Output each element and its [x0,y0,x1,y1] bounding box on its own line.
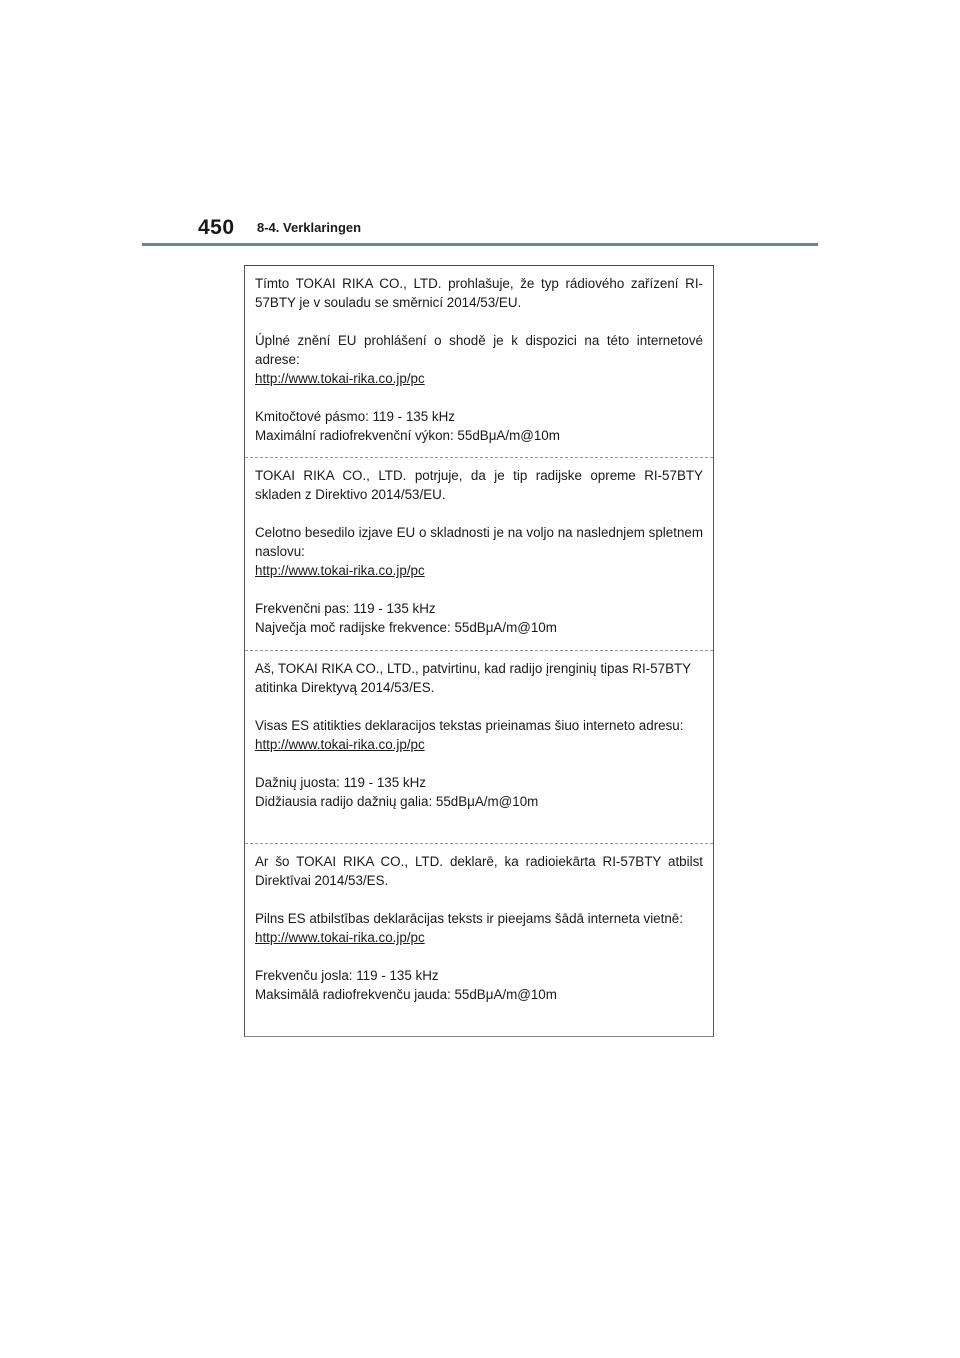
max-power: Največja moč radijske frekvence: 55dBμA/m@10m [255,620,557,635]
declaration-block-slovenian [245,457,713,650]
declaration-url-link[interactable]: http://www.tokai-rika.co.jp/pc [255,737,425,752]
max-power: Maximální radiofrekvenční výkon: 55dBμA/m@10m [255,428,560,443]
declaration-statement: Aš, TOKAI RIKA CO., LTD., patvirtinu, kad radijo įrenginių tipas RI-57BTY atitinka Direktyvą 2014/53/ES. [255,661,691,695]
declaration-block-lithuanian [245,650,713,843]
max-power: Didžiausia radijo dažnių galia: 55dBμA/m@10m [255,794,539,809]
header-rule [142,243,818,246]
availability-text: Pilns ES atbilstības deklarācijas teksts ir pieejams šādā interneta vietnē: [255,911,683,926]
declaration-statement: Tímto TOKAI RIKA CO., LTD. prohlašuje, že typ rádiového zařízení RI-57BTY je v souladu se směrnicí 2014/53/EU. [255,276,703,310]
declaration-availability [255,331,703,388]
declaration-statement: Ar šo TOKAI RIKA CO., LTD. deklarē, ka radioiekārta RI-57BTY atbilst Direktīvai 2014/53/ES. [255,854,703,888]
frequency-band: Frekvenčni pas: 119 - 135 kHz [255,601,436,616]
declaration-url-link[interactable]: http://www.tokai-rika.co.jp/pc [255,930,425,945]
max-power: Maksimālā radiofrekvenču jauda: 55dBμA/m@10m [255,987,557,1002]
frequency-band: Dažnių juosta: 119 - 135 kHz [255,775,426,790]
declaration-availability [255,909,703,947]
availability-text: Visas ES atitikties deklaracijos tekstas prieinamas šiuo interneto adresu: [255,718,684,733]
availability-text: Celotno besedilo izjave EU o skladnosti je na voljo na naslednjem spletnem naslovu: [255,525,703,559]
declaration-url-link[interactable]: http://www.tokai-rika.co.jp/pc [255,371,425,386]
frequency-band: Frekvenču josla: 119 - 135 kHz [255,968,439,983]
declaration-url-link[interactable]: http://www.tokai-rika.co.jp/pc [255,563,425,578]
declaration-block-czech [245,266,713,457]
declaration-statement: TOKAI RIKA CO., LTD. potrjuje, da je tip radijske opreme RI-57BTY skladen z Direktivo 2014/53/EU. [255,468,703,502]
page-number: 450 [198,216,235,239]
declaration-availability [255,716,703,754]
availability-text: Úplné znění EU prohlášení o shodě je k dispozici na této internetové adrese: [255,333,703,367]
declaration-availability [255,523,703,580]
section-title: 8-4. Verklaringen [257,220,362,235]
declaration-scan-box [244,265,714,1037]
frequency-band: Kmitočtové pásmo: 119 - 135 kHz [255,409,455,424]
declaration-block-latvian [245,843,713,1036]
